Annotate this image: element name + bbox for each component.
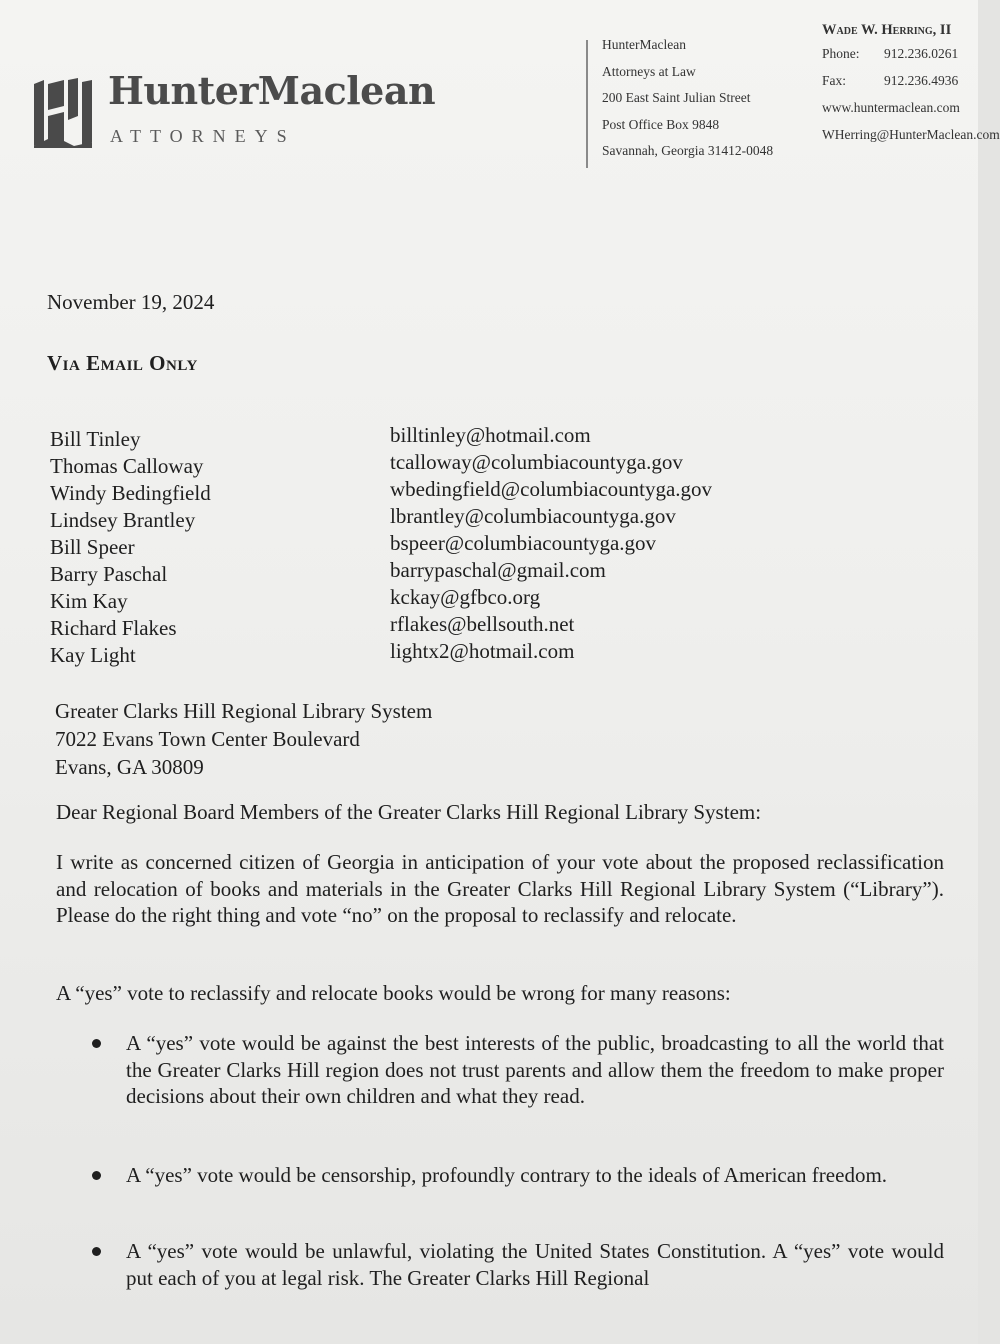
bullet-dot [92,1171,101,1180]
firm-logo-icon [34,76,92,148]
recipient-email: lightx2@hotmail.com [390,639,575,663]
address-line: Attorneys at Law [602,63,696,79]
library-address-line: 7022 Evans Town Center Boulevard [55,727,360,751]
recipient-email: rflakes@bellsouth.net [390,612,575,636]
recipient-name: Bill Speer [50,535,135,559]
website: www.huntermaclean.com [822,100,960,115]
body-paragraph-2: A “yes” vote to reclassify and relocate books would be wrong for many reasons: [56,981,731,1005]
firm-name: HunterMaclean [108,68,436,113]
recipient-email: tcalloway@columbiacountyga.gov [390,450,683,474]
recipient-name: Kim Kay [50,589,128,613]
attorney-contact [822,22,1000,147]
recipient-email: lbrantley@columbiacountyga.gov [390,504,676,528]
recipient-name: Kay Light [50,643,136,667]
phone-row [822,46,1000,66]
address-line: HunterMaclean [602,37,686,52]
delivery-method: Via Email Only [47,351,198,375]
address-line: Savannah, Georgia 31412-0048 [602,143,774,158]
address-line: Post Office Box 9848 [602,116,720,132]
recipient-email: billtinley@hotmail.com [390,423,591,447]
recipient-name: Richard Flakes [50,616,177,640]
recipient-name: Thomas Calloway [50,454,204,478]
library-address-line: Greater Clarks Hill Regional Library System [55,699,433,723]
firm-tagline: ATTORNEYS [110,126,296,146]
library-address-line: Evans, GA 30809 [55,755,204,779]
recipient-name: Lindsey Brantley [50,508,196,532]
phone-number: 912.236.0261 [884,46,959,61]
recipient-email: bspeer@columbiacountyga.gov [390,531,657,555]
body-paragraph-1: I write as concerned citizen of Georgia in anticipation of your vote about the proposed reclassification and relocation of books and materials in the Greater Clarks Hill Regional Library System (“Library”). Please do the right thing and vote “no” on the proposal to reclassify and relocate. [56,850,944,927]
fax-number: 912.236.4936 [884,73,959,88]
bullet-dot [92,1039,101,1048]
firm-address [602,32,773,165]
bullet-point-2: A “yes” vote would be censorship, profoundly contrary to the ideals of American freedom. [126,1163,888,1187]
fax-row [822,73,1000,93]
recipient-email: wbedingfield@columbiacountyga.gov [390,477,713,501]
attorney-name: Wade W. Herring, II [822,22,952,38]
recipient-name: Barry Paschal [50,562,168,586]
bullet-dot [92,1247,101,1256]
salutation: Dear Regional Board Members of the Greater Clarks Hill Regional Library System: [56,800,762,824]
address-line: 200 East Saint Julian Street [602,90,751,105]
recipient-name: Windy Bedingfield [50,481,211,505]
letter-date: November 19, 2024 [47,290,215,314]
recipient-email: kckay@gfbco.org [390,585,541,609]
bullet-point-1: A “yes” vote would be against the best interests of the public, broadcasting to all the world that the Greater Clarks Hill region does not trust parents and allow them the freedom to make proper decisions about their own children and what they read. [126,1031,944,1108]
recipient-name: Bill Tinley [50,427,141,451]
attorney-email: WHerring@HunterMaclean.com [822,127,1000,142]
letterhead-divider [586,40,588,168]
library-address [55,697,432,781]
bullet-point-3: A “yes” vote would be unlawful, violating the United States Constitution. A “yes” vote would put each of you at legal risk. The Greater Clarks Hill Regional [126,1239,944,1290]
recipient-email: barrypaschal@gmail.com [390,558,606,582]
phone-label: Phone: [822,46,860,61]
fax-label: Fax: [822,73,847,88]
